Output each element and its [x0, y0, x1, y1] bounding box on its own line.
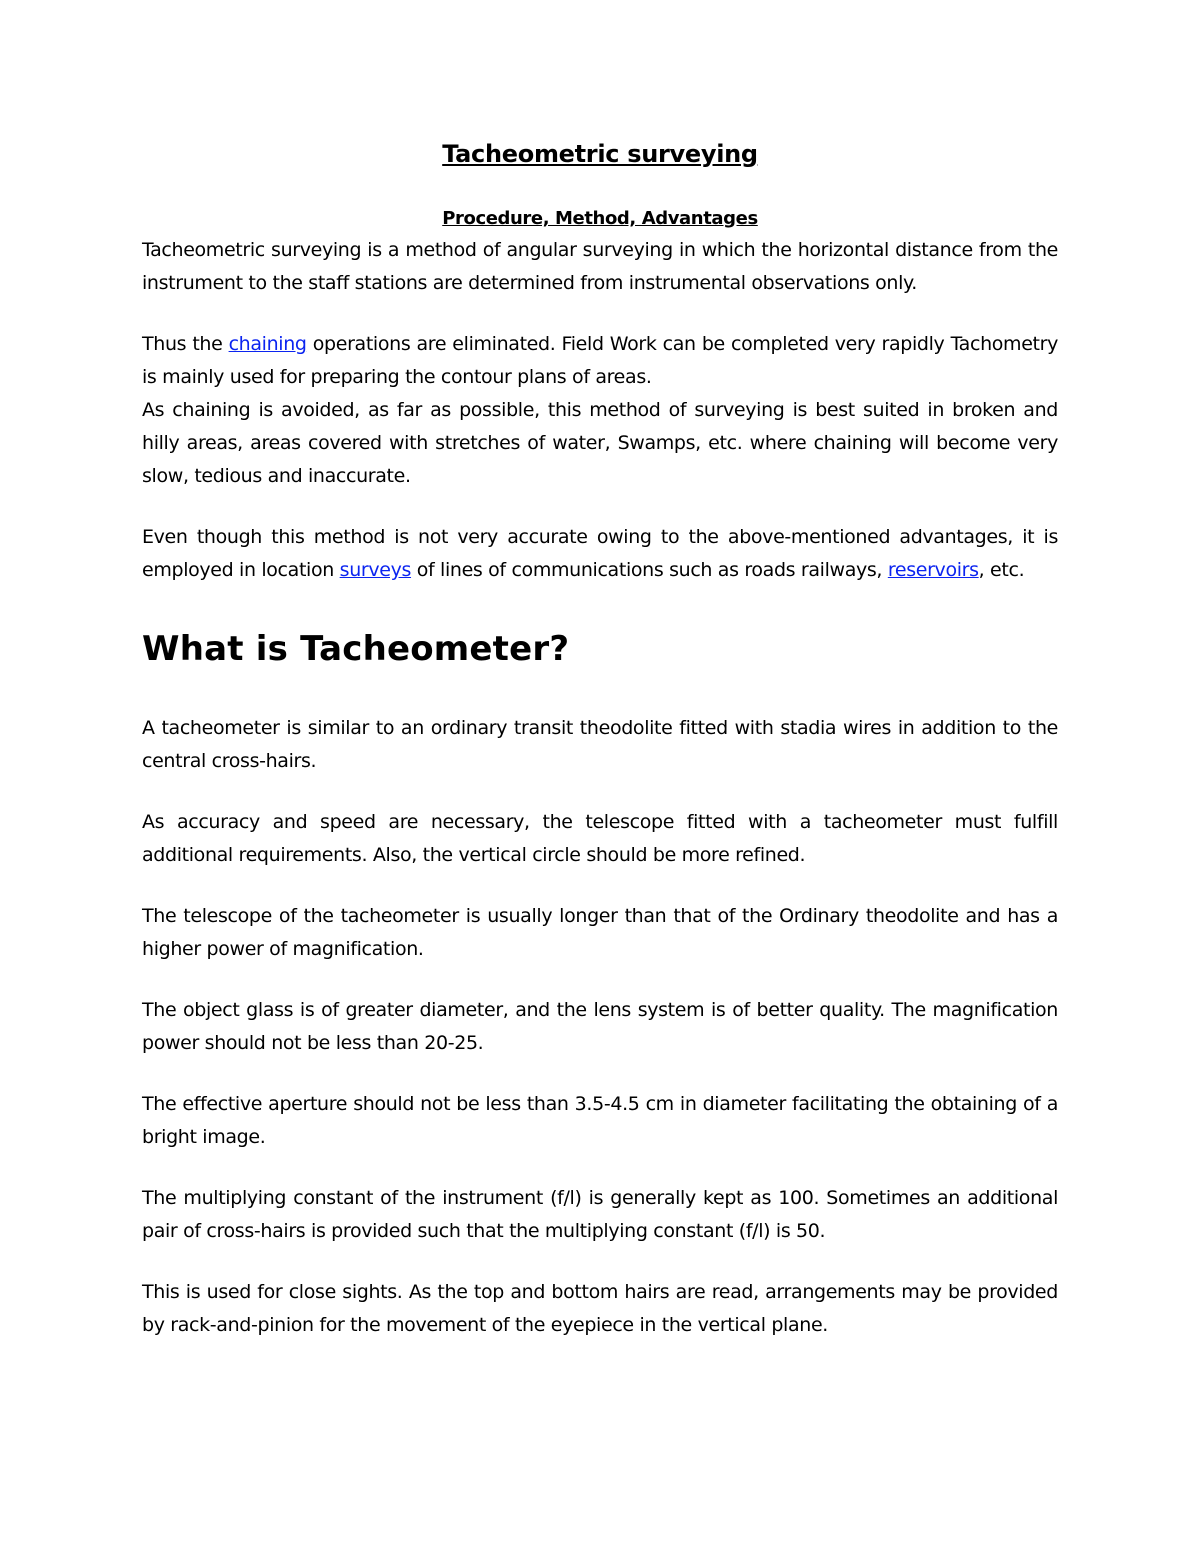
body-paragraph-7: This is used for close sights. As the top and bottom hairs are read, arrangements may be provided by rack-and-pinion for the movement of the eyepiece in the vertical plane.	[142, 1280, 1058, 1336]
paragraph-spacer	[142, 300, 1058, 328]
surveys-link[interactable]: surveys	[339, 559, 412, 582]
body-paragraph-4: The object glass is of greater diameter, and the lens system is of better quality. The magnification power should not be less than 20-25.	[142, 998, 1058, 1054]
chaining-paragraph	[142, 328, 1058, 394]
paragraph-spacer	[142, 1060, 1058, 1088]
body-paragraph-3: The telescope of the tacheometer is usually longer than that of the Ordinary theodolite and has a higher power of magnification.	[142, 904, 1058, 960]
location-surveys-paragraph	[142, 521, 1058, 587]
chaining-paragraph-text-1: Thus the	[142, 333, 229, 356]
paragraph-spacer	[142, 778, 1058, 806]
section-heading: What is Tacheometer?	[142, 629, 570, 670]
paragraph-spacer	[142, 1154, 1058, 1182]
chaining-paragraph-text-2: operations are eliminated. Field Work can be completed very rapidly Tachometry is mainly used for preparing the contour plans of areas.	[142, 333, 1058, 389]
paragraph-spacer	[142, 493, 1058, 521]
location-text-3: , etc.	[978, 559, 1025, 582]
body-paragraph-2: As accuracy and speed are necessary, the telescope fitted with a tacheometer must fulfill additional requirements. Also, the vertical circle should be more refined.	[142, 810, 1058, 866]
paragraph-spacer	[142, 966, 1058, 994]
body-paragraph-5: The effective aperture should not be less than 3.5-4.5 cm in diameter facilitating the obtaining of a bright image.	[142, 1092, 1058, 1148]
intro-paragraph: Tacheometric surveying is a method of angular surveying in which the horizontal distance from the instrument to the staff stations are determined from instrumental observations only.	[142, 239, 1058, 295]
location-text-2: of lines of communications such as roads railways,	[411, 559, 888, 582]
document-subtitle: Procedure, Method, Advantages	[442, 207, 758, 229]
paragraph-spacer	[142, 1248, 1058, 1276]
document-title: Tacheometric surveying	[442, 140, 758, 168]
hilly-areas-paragraph: As chaining is avoided, as far as possible, this method of surveying is best suited in broken and hilly areas, areas covered with stretches of water, Swamps, etc. where chaining will become very slow, tedious and inaccurate.	[142, 399, 1058, 488]
location-text-1: Even though this method is not very accurate owing to the above-mentioned advantages, it is employed in location	[142, 526, 1058, 582]
reservoirs-link[interactable]: reservoirs	[887, 559, 979, 582]
body-paragraph-6: The multiplying constant of the instrument (f/l) is generally kept as 100. Sometimes an additional pair of cross-hairs is provided such that the multiplying constant (f/l) is 50.	[142, 1186, 1058, 1242]
document-page	[142, 140, 1058, 1342]
paragraph-spacer	[142, 872, 1058, 900]
body-paragraph-1: A tacheometer is similar to an ordinary transit theodolite fitted with stadia wires in addition to the central cross-hairs.	[142, 716, 1058, 772]
chaining-link[interactable]: chaining	[228, 333, 307, 356]
